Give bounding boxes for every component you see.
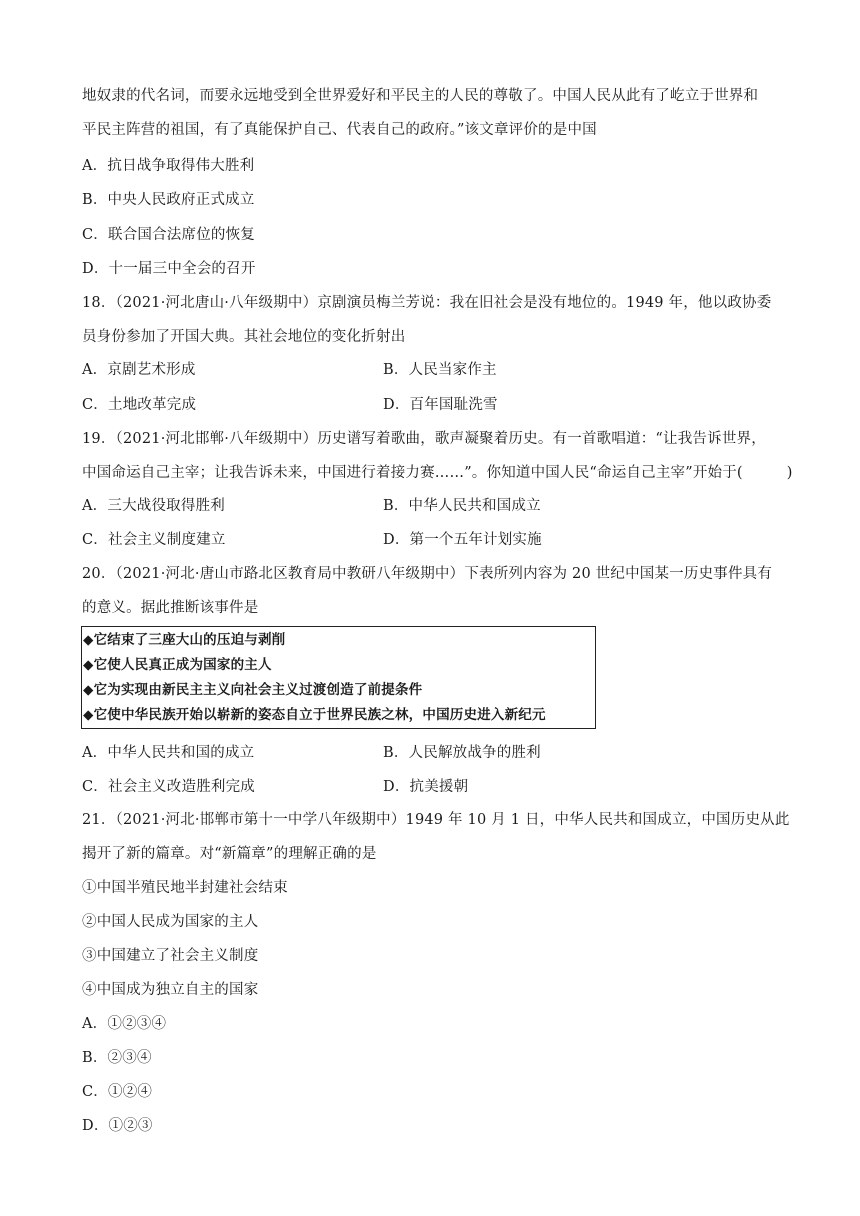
q21-statement-1: ①中国半殖民地半封建社会结束 [82, 880, 288, 896]
q19-option-c: C．社会主义制度建立 [82, 532, 226, 548]
q20-option-b: B．人民解放战争的胜利 [383, 745, 541, 761]
q19-option-b: B．中华人民共和国成立 [383, 498, 541, 514]
q18-option-d: D．百年国耻洗雪 [383, 397, 498, 413]
q19-text-line-2-main: 中国命运自己主宰；让我告诉未来，中国进行着接力赛……”。你知道中国人民“命运自己主宰”开始于( [82, 465, 743, 481]
q20-table-row-2: ◆它使人民真正成为国家的主人 [83, 657, 272, 673]
q20-text-line-1: 20．（2021·河北·唐山市路北区教育局中教研八年级期中）下表所列内容为 20 世纪中国某一历史事件具有 [82, 566, 773, 582]
q19-text-line-2 [82, 463, 793, 483]
q18-option-b: B．人民当家作主 [383, 362, 497, 378]
q21-option-c: C．①②④ [82, 1084, 153, 1100]
q20-option-c: C．社会主义改造胜利完成 [82, 779, 255, 795]
q20-option-a: A．中华人民共和国的成立 [82, 745, 255, 761]
q19-text-line-1: 19．（2021·河北邯郸·八年级期中）历史谱写着歌曲，歌声凝聚着历史。有一首歌唱道：“让我告诉世界， [82, 431, 766, 447]
q21-statement-4: ④中国成为独立自主的国家 [82, 982, 259, 998]
q21-text-line-2: 揭开了新的篇章。对“新篇章”的理解正确的是 [82, 846, 377, 862]
q20-table-row-3: ◆它为实现由新民主主义向社会主义过渡创造了前提条件 [83, 682, 423, 698]
q21-option-b: B．②③④ [82, 1050, 152, 1066]
q18-text-line-1: 18．（2021·河北唐山·八年级期中）京剧演员梅兰芳说：我在旧社会是没有地位的。1949 年，他以政协委 [82, 295, 772, 311]
q17-option-c: C．联合国合法席位的恢复 [82, 227, 255, 243]
q17-option-a: A．抗日战争取得伟大胜利 [82, 158, 255, 174]
q21-option-a: A．①②③④ [82, 1016, 167, 1032]
q17-text-line-2: 平民主阵营的祖国，有了真能保护自己、代表自己的政府。”该文章评价的是中国 [82, 122, 597, 138]
q21-text-line-1: 21．（2021·河北·邯郸市第十一中学八年级期中）1949 年 10 月 1 日，中华人民共和国成立，中国历史从此 [82, 812, 790, 828]
q18-text-line-2: 员身份参加了开国大典。其社会地位的变化折射出 [82, 329, 406, 345]
q19-option-d: D．第一个五年计划实施 [383, 532, 542, 548]
q20-table-row-4: ◆它使中华民族开始以崭新的姿态自立于世界民族之林，中国历史进入新纪元 [83, 707, 546, 723]
q18-option-c: C．土地改革完成 [82, 397, 197, 413]
q19-paren-close: ) [786, 465, 793, 481]
q21-statement-2: ②中国人民成为国家的主人 [82, 914, 259, 930]
q18-option-a: A．京剧艺术形成 [82, 362, 196, 378]
q19-option-a: A．三大战役取得胜利 [82, 498, 225, 514]
q17-option-b: B．中央人民政府正式成立 [82, 192, 255, 208]
q20-text-line-2: 的意义。据此推断该事件是 [82, 600, 259, 616]
q21-statement-3: ③中国建立了社会主义制度 [82, 948, 259, 964]
q17-option-d: D．十一届三中全会的召开 [82, 261, 256, 277]
q21-option-d: D．①②③ [82, 1118, 153, 1134]
q20-option-d: D．抗美援朝 [383, 779, 469, 795]
q20-table-row-1: ◆它结束了三座大山的压迫与剥削 [83, 632, 286, 648]
q17-text-line-1: 地奴隶的代名词，而要永远地受到全世界爱好和平民主的人民的尊敬了。中国人民从此有了屹立于世界和 [82, 88, 759, 104]
q20-table [81, 626, 596, 729]
